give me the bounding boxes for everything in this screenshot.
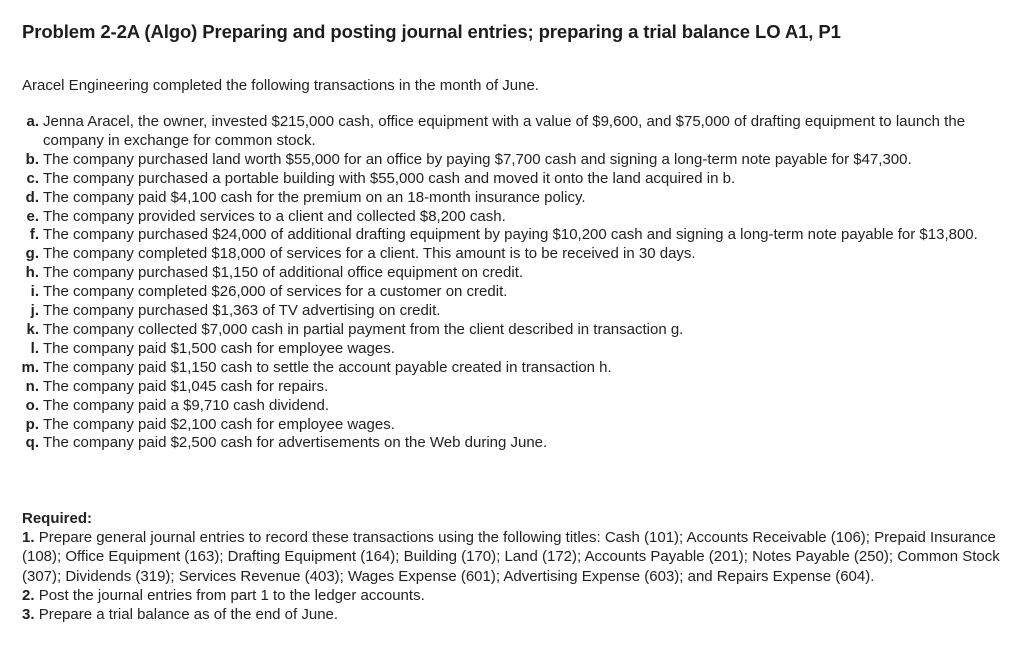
transaction-item-h [0,264,1024,283]
transaction-letter: o. [25,396,39,414]
transaction-letter: g. [25,245,39,263]
transaction-item-m [0,359,1024,378]
transaction-text: The company paid $2,500 cash for advertisements on the Web during June. [43,434,548,452]
transaction-item-g [0,245,1024,264]
transaction-letter: p. [25,415,39,433]
problem-title: Problem 2-2A (Algo) Preparing and posting journal entries; preparing a trial balance LO A1, P1 [22,21,841,42]
transaction-item-i [0,283,1024,302]
transaction-letter: q. [25,434,39,452]
transaction-item-a [0,113,1024,151]
transaction-text: The company purchased land worth $55,000 for an office by paying $7,700 cash and signing a long-term note payable for $47,300. [43,150,912,168]
transaction-letter: a. [26,113,39,130]
transaction-item-d [0,189,1024,208]
transaction-text: The company paid $2,100 cash for employee wages. [43,415,395,433]
transaction-letter: m. [21,358,39,376]
transaction-text: Jenna Aracel, the owner, invested $215,000 cash, office equipment with a value of $9,600, and $75,000 of drafting equipment to launch the company in exchange for common stock. [43,113,966,149]
intro-text: Aracel Engineering completed the following transactions in the month of June. [22,77,539,94]
transaction-list [0,113,1024,453]
required-section [22,509,1012,624]
transaction-letter: c. [26,169,39,187]
transaction-letter: b. [25,150,39,168]
transaction-item-j [0,302,1024,321]
transaction-item-f [0,226,1024,245]
required-item-3 [22,605,1012,624]
transaction-letter: e. [26,207,39,225]
transaction-text: The company collected $7,000 cash in partial payment from the client described in transaction g. [43,320,684,338]
transaction-letter: l. [30,339,39,357]
required-number: 3. [22,606,35,624]
transaction-text: The company purchased $24,000 of additional drafting equipment by paying $10,200 cash and signing a long-term note payable for $13,800. [43,226,978,244]
required-number: 1. [22,529,35,547]
transaction-text: The company completed $26,000 of services for a customer on credit. [43,283,508,301]
transaction-item-q [0,434,1024,453]
transaction-text: The company paid $1,500 cash for employee wages. [43,339,395,357]
transaction-letter: k. [26,320,39,338]
required-item-1 [22,528,1012,586]
transaction-text: The company paid $4,100 cash for the premium on an 18-month insurance policy. [43,188,586,206]
transaction-text: The company paid a $9,710 cash dividend. [43,396,330,414]
transaction-item-c [0,170,1024,189]
transaction-letter: d. [25,188,39,206]
transaction-letter: i. [30,283,39,301]
transaction-letter: h. [25,264,39,282]
transaction-letter: f. [29,226,39,244]
transaction-text: The company purchased $1,150 of additional office equipment on credit. [43,264,524,282]
transaction-item-n [0,378,1024,397]
transaction-item-e [0,208,1024,227]
required-number: 2. [22,586,35,604]
transaction-item-p [0,416,1024,435]
transaction-text: The company provided services to a client and collected $8,200 cash. [43,207,506,225]
transaction-text: The company purchased a portable building with $55,000 cash and moved it onto the land acquired in b. [43,169,736,187]
transaction-item-o [0,397,1024,416]
required-text: Prepare general journal entries to record these transactions using the following titles: Cash (101); Accounts Receivable (106); Prepaid Insurance (108); Office Equipment (163); Drafting Equipment (164); Building (170); Land (172); Accounts Payable (201); Notes Payable (250); Common Stock (307); Dividends (319); Services Revenue (403); Wages Expense (601); Advertising Expense (603); and Repairs Expense (604). [22,529,1000,585]
required-text: Post the journal entries from part 1 to the ledger accounts. [38,586,425,604]
transaction-item-k [0,321,1024,340]
transaction-text: The company purchased $1,363 of TV advertising on credit. [43,302,441,320]
transaction-text: The company paid $1,045 cash for repairs. [43,377,329,395]
transaction-text: The company completed $18,000 of services for a client. This amount is to be received in 30 days. [43,245,696,263]
transaction-letter: n. [25,377,39,395]
transaction-item-l [0,340,1024,359]
required-text: Prepare a trial balance as of the end of June. [38,606,339,624]
transaction-text: The company paid $1,150 cash to settle the account payable created in transaction h. [43,358,612,376]
required-heading: Required: [22,510,93,527]
transaction-letter: j. [30,302,39,320]
transaction-item-b [0,151,1024,170]
required-item-2 [22,586,1012,605]
